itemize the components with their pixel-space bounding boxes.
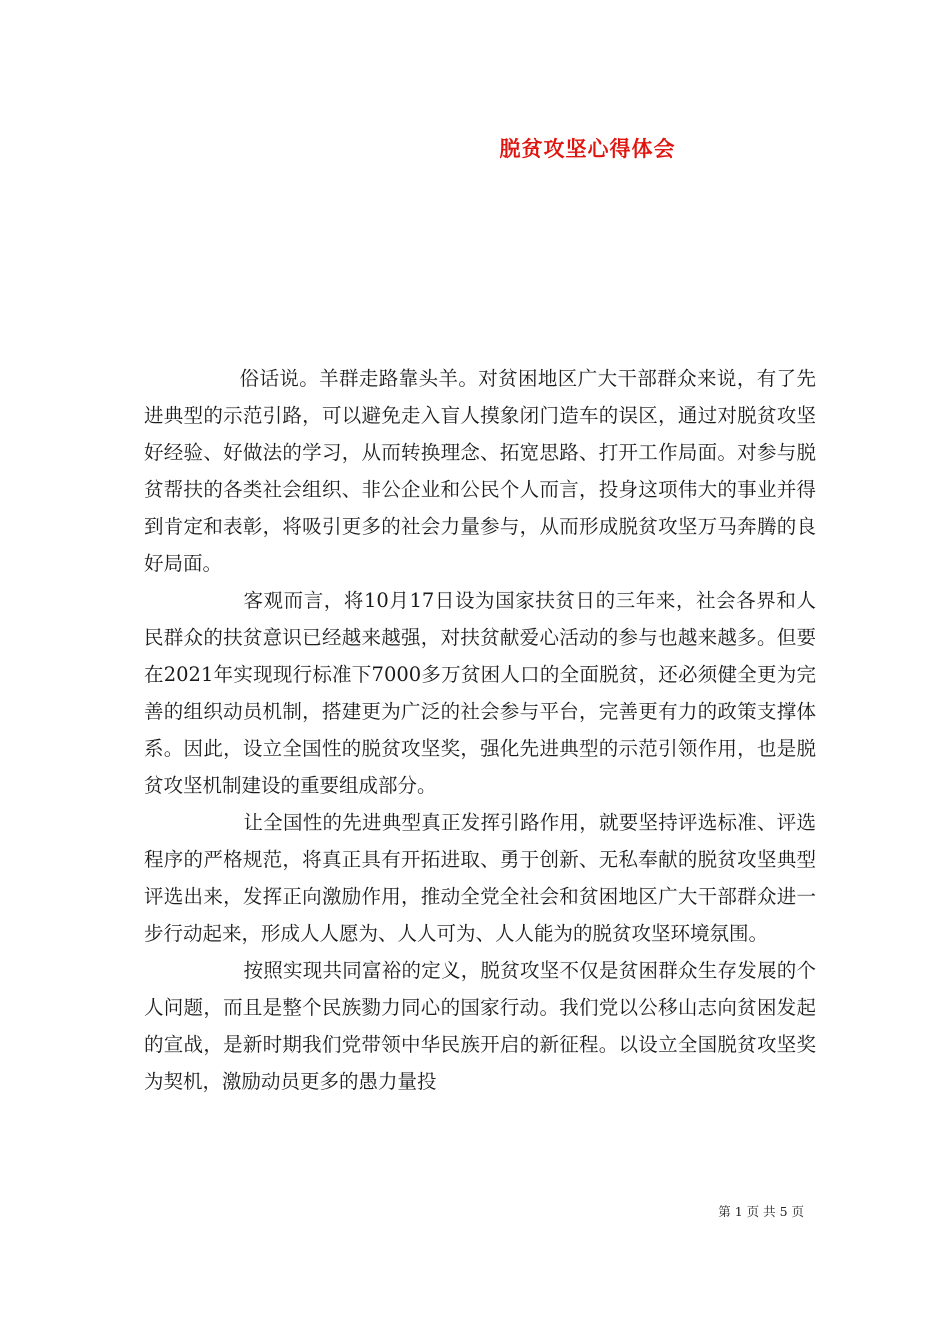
paragraph-1: 俗话说。羊群走路靠头羊。对贫困地区广大干部群众来说，有了先进典型的示范引路，可以避免走入盲人摸象闭门造车的误区，通过对脱贫攻坚好经验、好做法的学习，从而转换理念、拓宽思路、打开工作局面。对参与脱贫帮扶的各类社会组织、非公企业和公民个人而言，投身这项伟大的事业并得到肯定和表彰，将吸引更多的社会力量参与，从而形成脱贫攻坚万马奔腾的良好局面。 <box>144 367 816 575</box>
paragraph-2: 客观而言，将10月17日设为国家扶贫日的三年来，社会各界和人民群众的扶贫意识已经越来越强，对扶贫献爱心活动的参与也越来越多。但要在2021年实现现行标准下7000多万贫困人口的全面脱贫，还必须健全更为完善的组织动员机制，搭建更为广泛的社会参与平台，完善更有力的政策支撑体系。因此，设立全国性的脱贫攻坚奖，强化先进典型的示范引领作用，也是脱贫攻坚机制建设的重要组成部分。 <box>144 589 816 797</box>
paragraph-3: 让全国性的先进典型真正发挥引路作用，就要坚持评选标准、评选程序的严格规范，将真正具有开拓进取、勇于创新、无私奉献的脱贫攻坚典型评选出来，发挥正向激励作用，推动全党全社会和贫困地区广大干部群众进一步行动起来，形成人人愿为、人人可为、人人能为的脱贫攻坚环境氛围。 <box>144 811 816 945</box>
page-number-footer: 第 1 页 共 5 页 <box>718 1204 804 1219</box>
body-text <box>144 360 816 1100</box>
page-title: 脱贫攻坚心得体会 <box>499 136 676 161</box>
paragraph-4: 按照实现共同富裕的定义，脱贫攻坚不仅是贫困群众生存发展的个人问题，而且是整个民族勠力同心的国家行动。我们党以公移山志向贫困发起的宣战，是新时期我们党带领中华民族开启的新征程。以设立全国脱贫攻坚奖为契机，激励动员更多的愚力量投 <box>144 959 816 1093</box>
